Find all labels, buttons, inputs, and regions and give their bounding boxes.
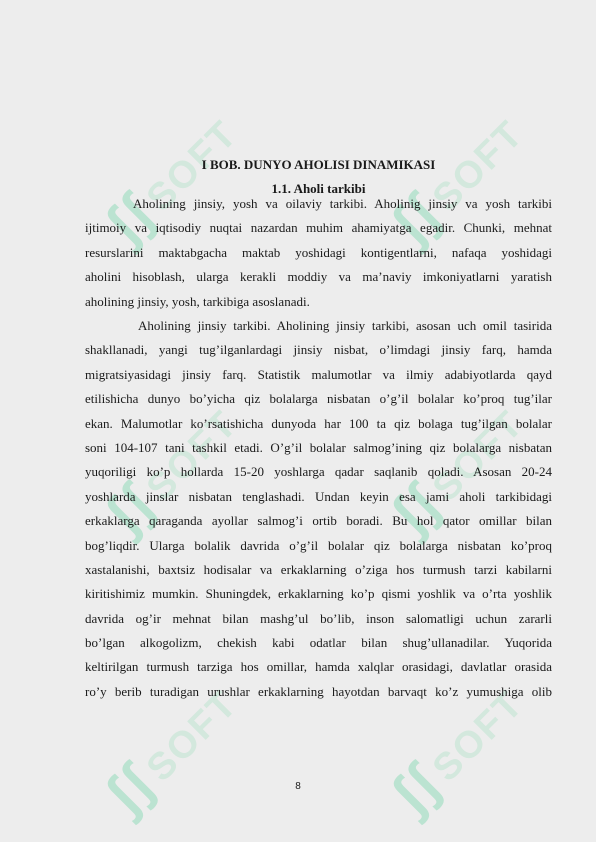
text-line: xastalanishi, baxtsiz hodisalar va erkaklarning o’ziga hos turmush tarzi kabilarni	[85, 561, 552, 577]
watermark: ʃʃSOFT	[92, 402, 246, 546]
text-line: migratsiyasidagi jinsiy farq. Statistik malumotlar va ilmiy adabiyotlarda qayd	[85, 366, 552, 382]
text-line: Aholining jinsiy, yosh va oilaviy tarkibi. Aholinig jinsiy va yosh tarkibi	[133, 196, 552, 211]
text-line: erkaklarga qaraganda ayollar salmog’i ortib boradi. Bu hol qator omillar bilan	[85, 513, 552, 529]
text-line: yuqoriligi ko’p hollarda 15-20 yoshlarga qadar saqlanib qoladi. Asosan 20-24	[85, 464, 552, 480]
text-line: bog’liqdir. Ularga bolalik davrida o’g’il bolalar qiz bolalarga nisbatan ko’proq	[85, 537, 552, 553]
text-line: bo’lgan alkogolizm, chekish kabi odatlar bilan shug’ullanadilar. Yuqorida	[85, 635, 552, 651]
watermark: ʃʃSOFT	[378, 402, 532, 546]
text-line: ekan. Malumotlar ko’rsatishicha dunyoda har 100 ta qiz bolaga tug’ilgan bolalar	[85, 415, 552, 431]
text-line: kiritishimiz mumkin. Shuningdek, erkaklarning ko’p qismi yoshlik va o’rta yoshlik	[85, 586, 552, 602]
text-line: keltirilgan turmush tarziga hos omillar, hamda xalqlar orasidagi, davlatlar orasida	[85, 659, 552, 675]
text-line: shakllanadi, yangi tug’ilganlardagi jinsiy nisbat, o’limdagi jinsiy farq, hamda	[85, 342, 552, 358]
text-line: soni 104-107 tani tashkil etadi. O’g’il bolalar salmog’ining qiz bolalarga nisbatan	[85, 439, 552, 455]
page-number: 8	[295, 781, 301, 792]
text-line: ijtimoiy va iqtisodiy nuqtai nazardan muhim ahamiyatga egadir. Chunki, mehnat	[85, 220, 552, 236]
watermark: ʃʃSOFT	[92, 682, 246, 826]
text-line: aholining jinsiy, yosh, tarkibiga asoslanadi.	[85, 293, 310, 309]
text-line: ro’y berib turadigan urushlar erkaklarning hayotdan barvaqt ko’z yumushiga olib	[85, 683, 552, 699]
paragraph-1	[85, 192, 552, 314]
text-line: resurslarini maktabgacha maktab yoshidagi kontigentlarni, nafaqa yoshidagi	[85, 244, 552, 260]
text-line: etilishicha dunyo bo’yicha qiz bolalarga nisbatan o’g’il bolalar ko’proq tug’ilar	[85, 391, 552, 407]
watermark: ʃʃSOFT	[378, 112, 532, 256]
paragraph-2	[85, 314, 552, 704]
text-line: aholini hisoblash, ularga kerakli moddiy va ma’naviy imkoniyatlarni yaratish	[85, 269, 552, 285]
watermark: ʃʃSOFT	[378, 682, 532, 826]
text-line: davrida og’ir mehnat bilan mashg’ul bo’lib, inson salomatligi uchun zararli	[85, 610, 552, 626]
chapter-title: I BOB. DUNYO AHOLISI DINAMIKASI	[201, 157, 436, 172]
watermark: ʃʃSOFT	[92, 112, 246, 256]
section-title: 1.1. Aholi tarkibi	[271, 181, 366, 196]
text-line: Aholining jinsiy tarkibi. Aholining jinsiy tarkibi, asosan uch omil tasirida	[138, 318, 552, 333]
text-line: yoshlarda jinslar nisbatan tenglashadi. Undan keyin esa jami aholi tarkibidagi	[85, 488, 552, 504]
